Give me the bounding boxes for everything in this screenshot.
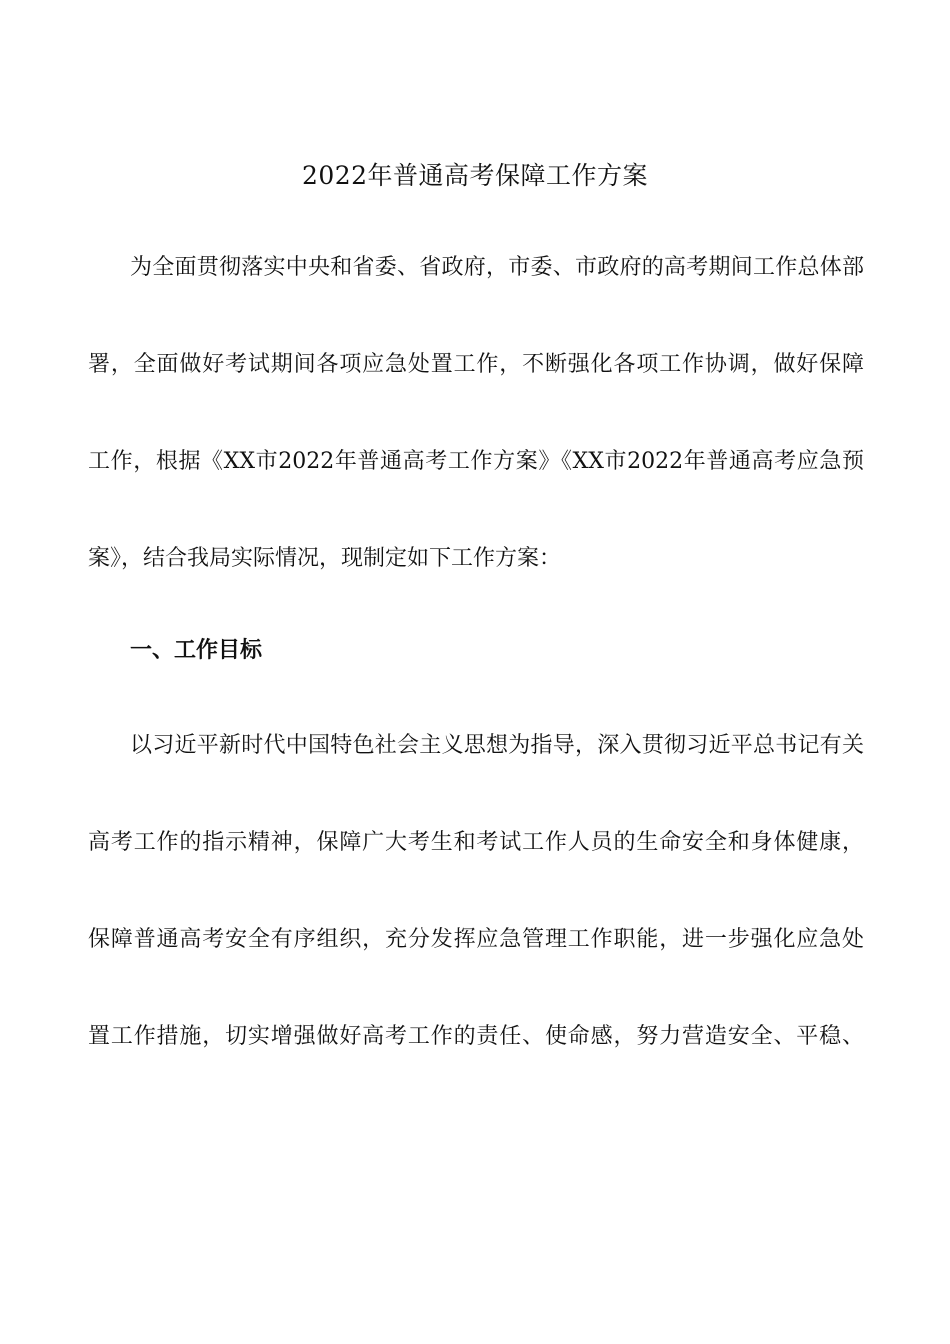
paragraph-line: 工作，根据《XX市2022年普通高考工作方案》《XX市2022年普通高考应急预 xyxy=(88,449,864,474)
paragraph-line: 以习近平新时代中国特色社会主义思想为指导，深入贯彻习近平总书记有关 xyxy=(130,733,864,758)
document-title: 2022年普通高考保障工作方案 xyxy=(301,161,649,190)
paragraph-line: 高考工作的指示精神，保障广大考生和考试工作人员的生命安全和身体健康， xyxy=(88,830,864,855)
paragraph-line: 案》，结合我局实际情况，现制定如下工作方案： xyxy=(88,546,562,571)
paragraph-line: 为全面贯彻落实中央和省委、省政府，市委、市政府的高考期间工作总体部 xyxy=(130,255,864,280)
paragraph-line: 保障普通高考安全有序组织，充分发挥应急管理工作职能，进一步强化应急处 xyxy=(88,927,864,952)
paragraph-line: 署，全面做好考试期间各项应急处置工作，不断强化各项工作协调，做好保障 xyxy=(88,352,864,377)
section-heading: 一、工作目标 xyxy=(130,638,263,663)
paragraph-line: 置工作措施，切实增强做好高考工作的责任、使命感，努力营造安全、平稳、 xyxy=(88,1024,864,1049)
